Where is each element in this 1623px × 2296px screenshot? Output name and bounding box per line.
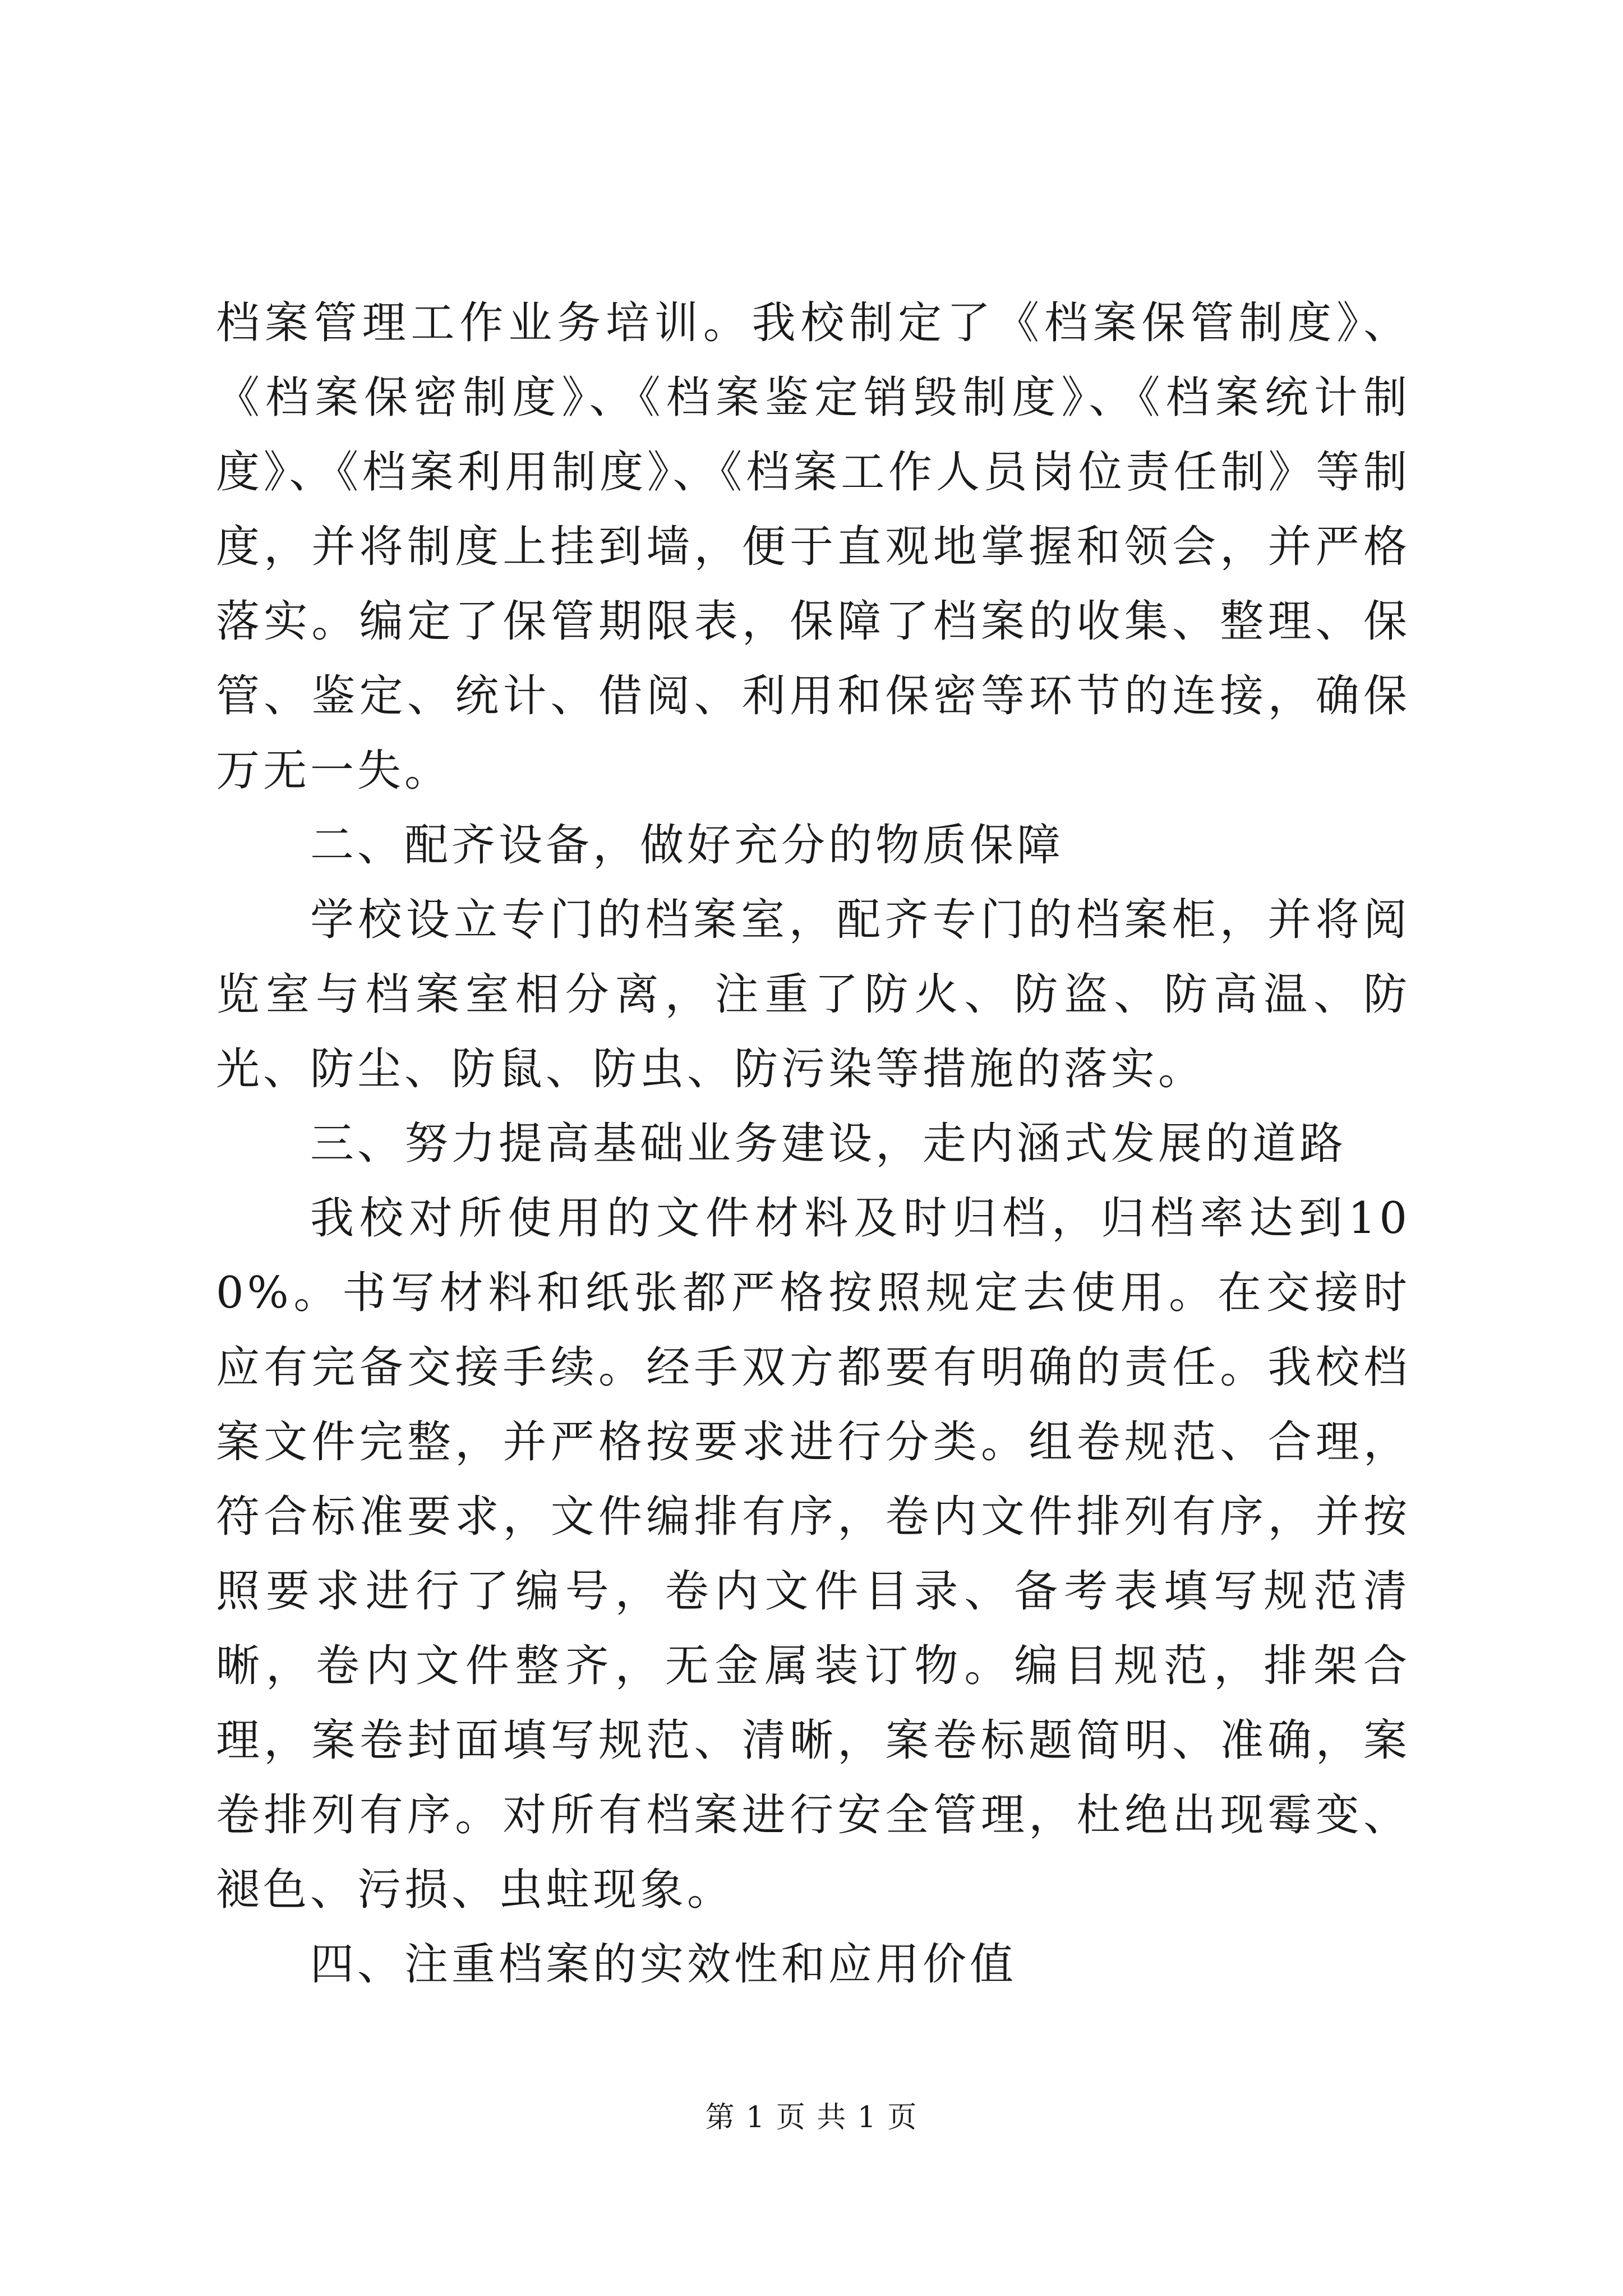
paragraph-archive-room: 学校设立专门的档案室，配齐专门的档案柜，并将阅览室与档案室相分离，注重了防火、防盗、防高温、防光、防尘、防鼠、防虫、防污染等措施的落实。 — [216, 895, 1410, 1094]
paragraph-filing-standards: 我校对所使用的文件材料及时归档，归档率达到100%。书写材料和纸张都严格按照规定去使用。在交接时应有完备交接手续。经手双方都要有明确的责任。我校档案文件完整，并严格按要求进行分类。组卷规范、合理，符合标准要求，文件编排有序，卷内文件排列有序，并按照要求进行了编号，卷内文件目录、备考表填写规范清晰，卷内文件整齐，无金属装订物。编目规范，排架合理，案卷封面填写规范、清晰，案卷标题简明、准确，案卷排列有序。对所有档案进行安全管理，杜绝出现霉变、褪色、污损、虫蛀现象。 — [216, 1193, 1410, 1915]
page-number-footer: 第 1 页 共 1 页 — [705, 2101, 918, 2134]
section-heading-equipment: 二、配齐设备，做好充分的物质保障 — [310, 820, 1064, 871]
section-heading-effectiveness: 四、注重档案的实效性和应用价值 — [310, 1939, 1017, 1990]
document-body — [216, 286, 1410, 2002]
section-heading-infrastructure: 三、努力提高基础业务建设，走内涵式发展的道路 — [310, 1119, 1347, 1169]
paragraph-archive-rules: 档案管理工作业务培训。我校制定了《档案保管制度》、《档案保密制度》、《档案鉴定销毁制度》、《档案统计制度》、《档案利用制度》、《档案工作人员岗位责任制》等制度，并将制度上挂到墙，便于直观地掌握和领会，并严格落实。编定了保管期限表，保障了档案的收集、整理、保管、鉴定、统计、借阅、利用和保密等环节的连接，确保万无一失。 — [216, 298, 1410, 796]
